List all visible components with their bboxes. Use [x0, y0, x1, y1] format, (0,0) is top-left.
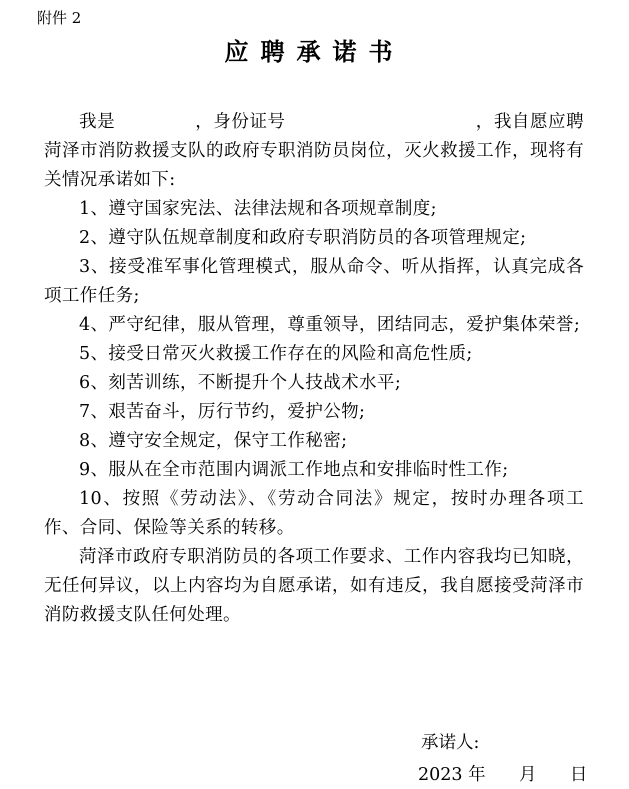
- pledge-item-1: 1、遵守国家宪法、法律法规和各项规章制度;: [79, 199, 437, 219]
- signature-label: 承诺人:: [421, 733, 480, 753]
- intro-part-3: ，我自愿应聘菏泽市消防救援支队的政府专职消防员岗位，灭火救援工作，现将有关情况承诺如下:: [44, 112, 585, 190]
- pledge-item-7: 7、艰苦奋斗，厉行节约，爱护公物;: [79, 402, 366, 422]
- pledge-item-5: 5、接受日常灭火救援工作存在的风险和高危性质;: [79, 344, 473, 364]
- attachment-label: 附件 2: [37, 9, 82, 27]
- date-month: 月: [519, 765, 537, 785]
- pledge-item-2: 2、遵守队伍规章制度和政府专职消防员的各项管理规定;: [79, 228, 527, 248]
- intro-part-1: 我是: [79, 112, 116, 132]
- document-title: 应聘承诺书: [224, 37, 405, 66]
- pledge-item-6: 6、刻苦训练，不断提升个人技战术水平;: [79, 373, 402, 393]
- pledge-item-4: 4、严守纪律，服从管理，尊重领导，团结同志，爱护集体荣誉;: [79, 315, 581, 335]
- intro-part-2: ，身份证号: [195, 112, 286, 132]
- date-day: 日: [569, 765, 588, 785]
- pledge-item-3: 3、接受准军事化管理模式，服从命令、听从指挥，认真完成各项工作任务;: [44, 257, 584, 306]
- closing-paragraph: 菏泽市政府专职消防员的各项工作要求、工作内容我均已知晓，无任何异议，以上内容均为自愿承诺，如有违反，我自愿接受菏泽市消防救援支队任何处理。: [44, 547, 584, 625]
- intro-paragraph: [44, 108, 584, 195]
- pledge-item-8: 8、遵守安全规定，保守工作秘密;: [79, 431, 348, 451]
- date-year: 2023 年: [418, 765, 486, 785]
- document-body: [44, 108, 584, 630]
- pledge-item-9: 9、服从在全市范围内调派工作地点和安排临时性工作;: [79, 460, 509, 480]
- pledge-item-10: 10、按照《劳动法》、《劳动合同法》规定，按时办理各项工作、合同、保险等关系的转移。: [44, 489, 584, 538]
- date-line: [418, 763, 587, 787]
